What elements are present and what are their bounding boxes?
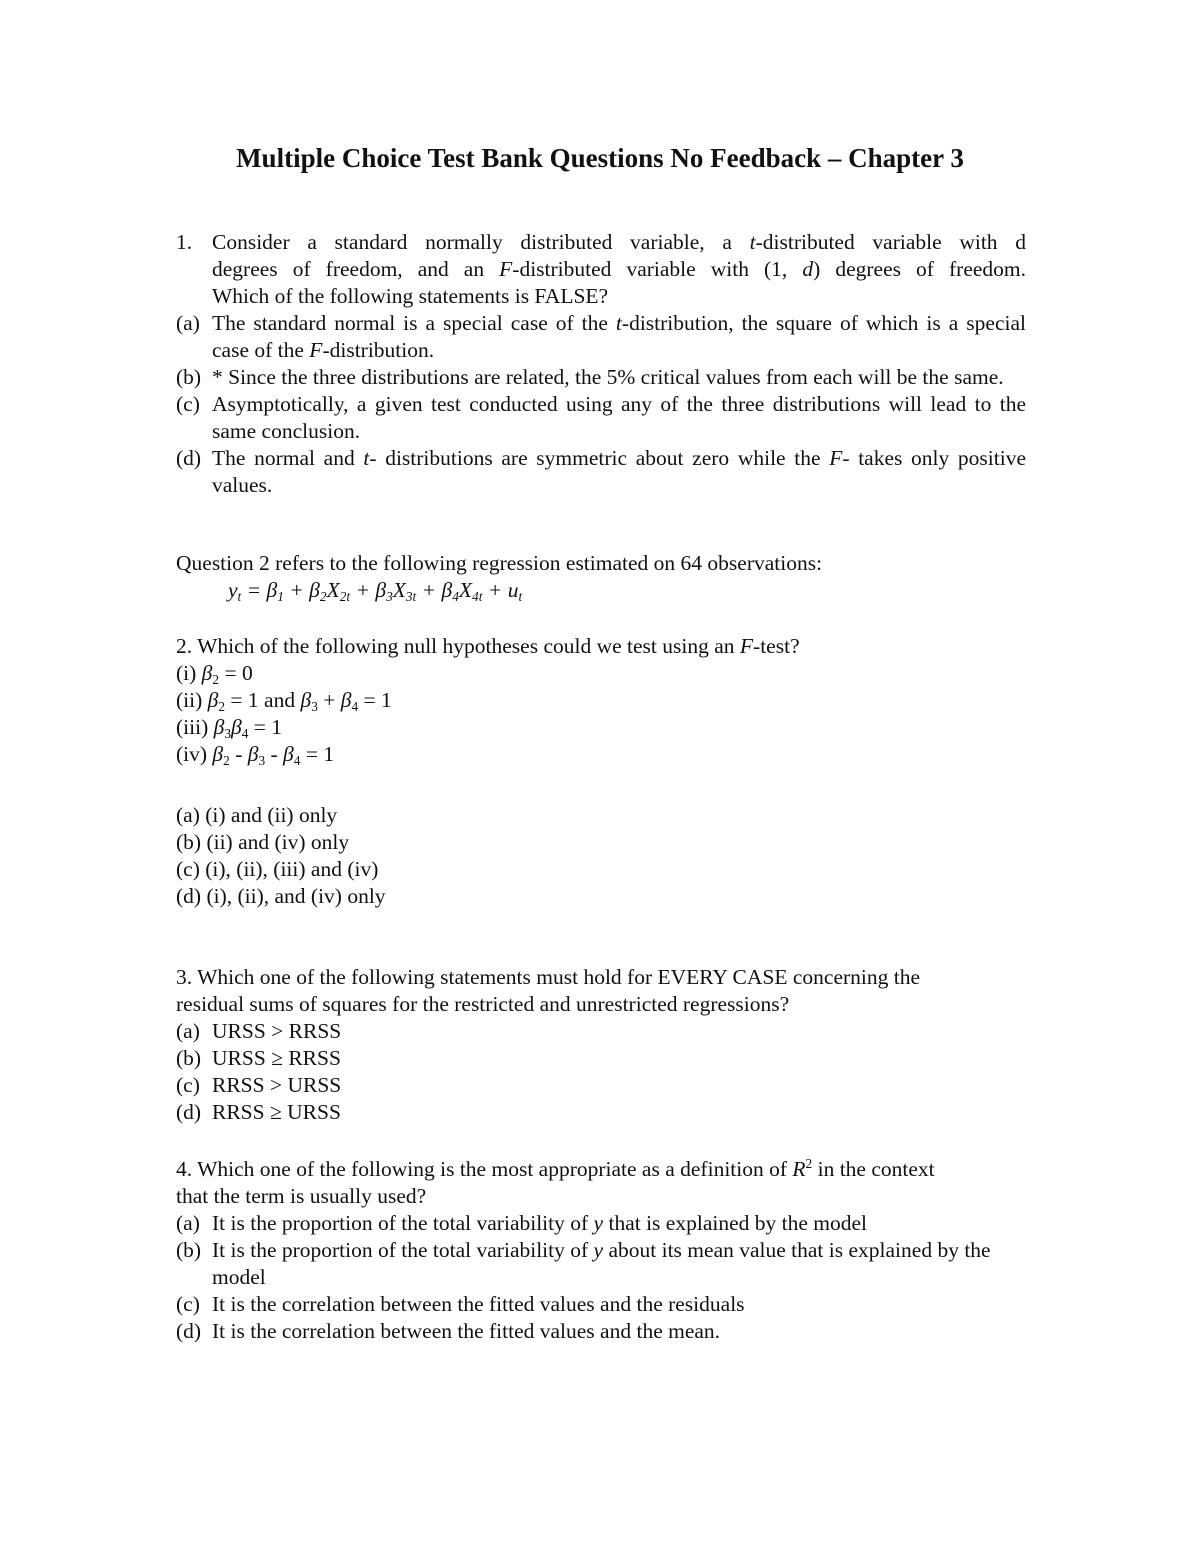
option-b <box>176 364 1026 391</box>
option-text: * Since the three distributions are related, the 5% critical values from each will be the same. <box>212 365 1004 389</box>
option-a <box>176 1210 1026 1237</box>
option-a <box>176 1018 1026 1045</box>
hypothesis-iii: (iii) $\beta_3\beta_4 = 1$ <box>176 715 283 741</box>
option-label: (b) <box>176 1238 202 1262</box>
stem-line: degrees of freedom, and an F-distributed variable with (1, d) degrees of freedom. <box>212 257 1027 281</box>
option-label: (c) <box>176 1292 200 1316</box>
option-c <box>176 1072 1026 1099</box>
question-2-stem: 2. Which of the following null hypotheses could we test using an F-test? <box>176 634 800 658</box>
stem-line: Consider a standard normally distributed variable, a t-distributed variable with d <box>212 230 1027 254</box>
option-label: (b) <box>176 365 202 389</box>
option-b: (b) (ii) and (iv) only <box>176 830 350 854</box>
option-label: (d) <box>176 1100 202 1124</box>
option-a: (a) (i) and (ii) only <box>176 803 338 827</box>
option-d <box>176 1318 1026 1345</box>
regression-equation: $y_t = \beta_1 + \beta_2X_{2t} + \beta_3X_{3t} + \beta_4X_{4t} + u_t$ <box>228 578 523 604</box>
option-label: (c) <box>176 392 200 416</box>
option-text: It is the proportion of the total variability of y that is explained by the model <box>212 1211 868 1235</box>
option-d: (d) (i), (ii), and (iv) only <box>176 884 386 908</box>
question-3 <box>176 964 1026 1126</box>
question-4 <box>176 1156 1026 1345</box>
hypothesis-ii: (ii) $\beta_2 = 1$ and $\beta_3 + \beta_4 = 1$ <box>176 688 392 714</box>
question-number: 1. <box>176 230 193 254</box>
option-label: (a) <box>176 1019 200 1043</box>
option-label: (d) <box>176 1319 202 1343</box>
option-text: It is the correlation between the fitted values and the residuals <box>212 1292 745 1316</box>
option-d <box>176 1099 1026 1126</box>
option-b <box>176 1237 1026 1291</box>
question-4-stem-line: that the term is usually used? <box>176 1184 427 1208</box>
question-1-stem <box>176 229 1026 310</box>
option-c <box>176 1291 1026 1318</box>
option-text: URSS > RRSS <box>212 1019 342 1043</box>
option-d <box>176 445 1026 499</box>
option-c: (c) (i), (ii), (iii) and (iv) <box>176 857 379 881</box>
option-a <box>176 310 1026 364</box>
stem-line: Which of the following statements is FALSE? <box>212 284 609 308</box>
option-label: (b) <box>176 1046 202 1070</box>
question-2-options <box>176 802 1026 910</box>
option-label: (a) <box>176 1211 200 1235</box>
option-text: The standard normal is a special case of the t-distribution, the square of which is a special case of the F-distribution. <box>212 311 1026 362</box>
option-text: The normal and t- distributions are symmetric about zero while the F- takes only positive values. <box>212 446 1027 497</box>
question-2-intro <box>176 550 1026 604</box>
option-label: (a) <box>176 311 200 335</box>
option-text: It is the proportion of the total variability of y about its mean value that is explained by the model <box>212 1238 991 1289</box>
intro-text: Question 2 refers to the following regression estimated on 64 observations: <box>176 551 823 575</box>
option-label: (c) <box>176 1073 200 1097</box>
question-1 <box>176 229 1026 499</box>
option-c <box>176 391 1026 445</box>
option-text: Asymptotically, a given test conducted using any of the three distributions will lead to the same conclusion. <box>212 392 1026 443</box>
question-3-stem-line: residual sums of squares for the restricted and unrestricted regressions? <box>176 992 790 1016</box>
option-text: RRSS ≥ URSS <box>212 1100 341 1124</box>
option-label: (d) <box>176 446 202 470</box>
option-b <box>176 1045 1026 1072</box>
option-text: It is the correlation between the fitted values and the mean. <box>212 1319 721 1343</box>
question-2 <box>176 633 1026 768</box>
option-text: URSS ≥ RRSS <box>212 1046 341 1070</box>
hypothesis-iv: (iv) $\beta_2 - \beta_3 - \beta_4 = 1$ <box>176 742 335 768</box>
page-title: Multiple Choice Test Bank Questions No Feedback – Chapter 3 <box>236 143 964 173</box>
option-text: RRSS > URSS <box>212 1073 342 1097</box>
question-3-stem-line: 3. Which one of the following statements must hold for EVERY CASE concerning the <box>176 965 921 989</box>
question-4-stem-line: 4. Which one of the following is the most appropriate as a definition of $R^2$ in the context <box>176 1156 935 1181</box>
hypothesis-i: (i) $\beta_2 = 0$ <box>176 661 253 687</box>
